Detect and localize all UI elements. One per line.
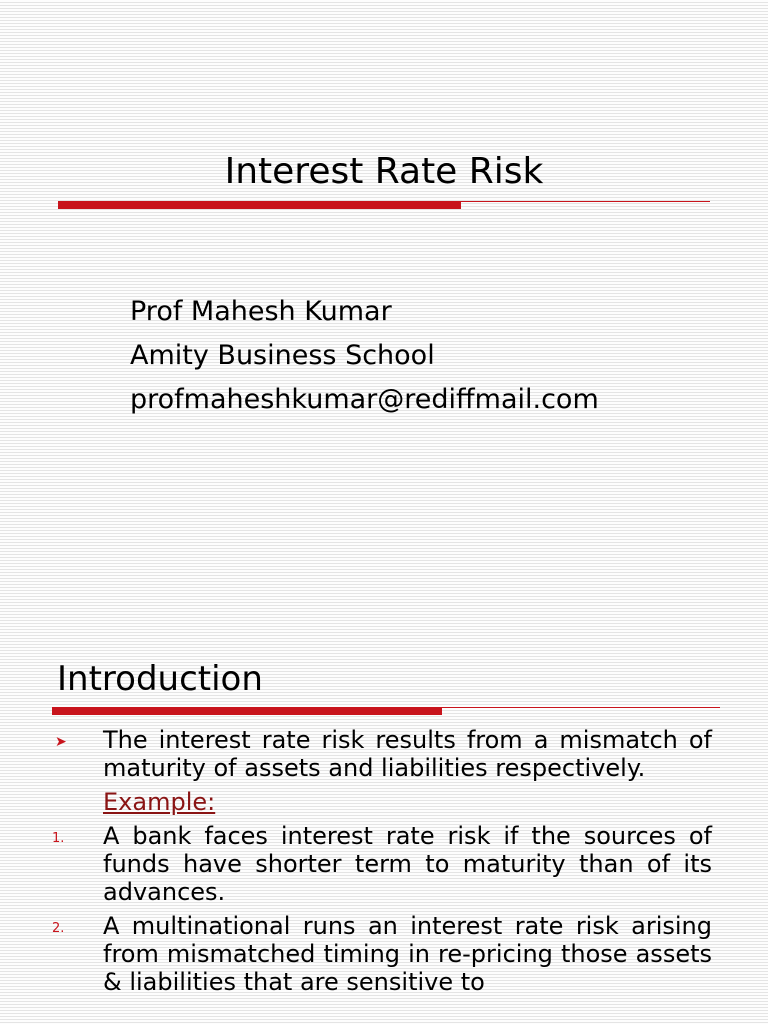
example-text: A multinational runs an interest rate risk arising from mismatched timing in re-pricing those assets & liabilities that are sensitive to [103,912,712,996]
introduction-content [52,726,712,996]
introduction-heading: Introduction [57,659,263,699]
example-label-item [52,788,712,816]
author-affiliation: Amity Business School [130,340,435,371]
bullet-text: The interest rate risk results from a mismatch of maturity of assets and liabilities respectively. [103,726,712,782]
example-item-1 [52,822,712,906]
author-name: Prof Mahesh Kumar [130,296,392,327]
example-label: Example: [103,788,216,816]
arrow-bullet-icon: ➤ [55,734,67,750]
example-item-2 [52,912,712,996]
example-text: A bank faces interest rate risk if the sources of funds have shorter term to maturity than of its advances. [103,822,712,906]
author-email: profmaheshkumar@rediffmail.com [130,384,599,415]
author-block [130,290,599,422]
slide-title-heading: Interest Rate Risk [224,151,544,192]
example-number: 2. [52,921,65,936]
title-divider-bar [58,201,461,209]
slide-introduction [0,610,768,1024]
example-number: 1. [52,831,65,846]
introduction-divider-bar [52,707,442,715]
bullet-item [52,726,712,782]
